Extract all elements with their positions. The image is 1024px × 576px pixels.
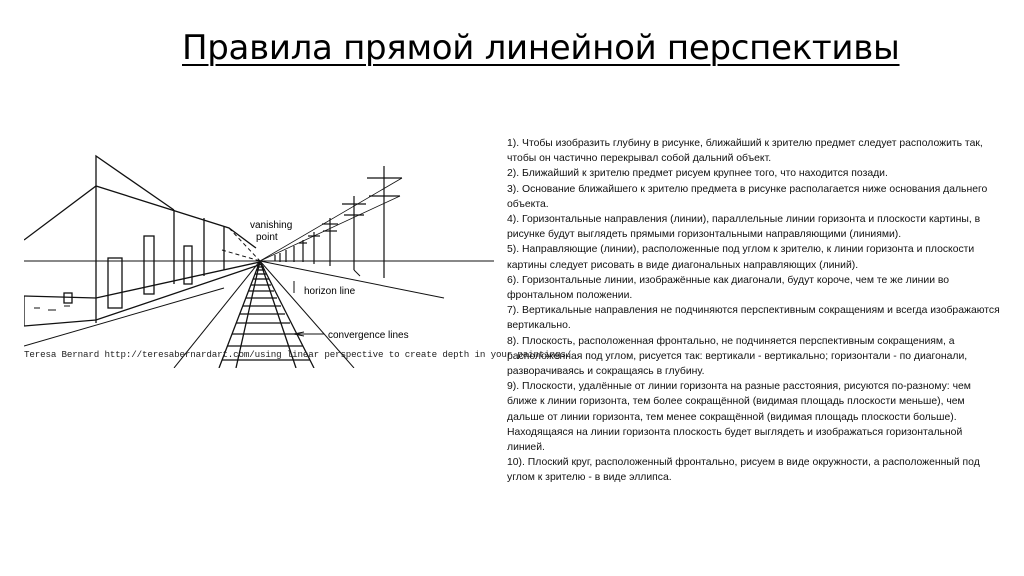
rule-item: 5). Направляющие (линии), расположенные под углом к зрителю, к линии горизонта и плоскости картины следует рисовать в виде диагональных направляющих (линий).: [507, 244, 975, 271]
rule-item: 4). Горизонтальные направления (линии), параллельные линии горизонта и плоскости картины, в рисунке будут выглядеть прямыми горизонтальными направляющими (линиями).: [507, 214, 981, 241]
rule-item: 1). Чтобы изобразить глубину в рисунке, ближайший к зрителю предмет следует расположить так, чтобы он частично перекрывал собой дальний объект.: [507, 138, 983, 165]
rule-item: 6). Горизонтальные линии, изображённые как диагонали, будут короче, чем те же линии во фронтальном положении.: [507, 274, 950, 302]
rule-item: 7). Вертикальные направления не подчиняются перспективным сокращениям и всегда изображаются вертикально.: [507, 305, 1000, 332]
perspective-illustration: [24, 148, 494, 368]
convergence-lines-label: convergence lines: [328, 330, 409, 341]
vanishing-dashes: [222, 228, 260, 261]
rule-item: 10). Плоский круг, расположенный фронтально, рисуем в виде окружности, а расположенный под углом к зрителю - в виде эллипса.: [507, 457, 980, 484]
rule-item: 2). Ближайший к зрителю предмет рисуем крупнее того, что находится позади.: [507, 168, 888, 180]
point-label: point: [256, 232, 278, 243]
rule-item: 9). Плоскости, удалённые от линии горизонта на разные расстояния, рисуются по-разному: чем ближе к линии горизонта, тем более сокращённой (видимая площадь плоскости меньше), чем дальше от линии горизонта, тем менее сокращённой (видимая площадь плоскости больше). Находящаяся на линии горизонта плоскость будет выглядеть и изображаться горизонтальной линией.: [507, 381, 971, 454]
rule-item: 8). Плоскость, расположенная фронтально, не подчиняется перспективным сокращениям, а расположенная под углом, рисуется так: вертикали - вертикально; горизонтали - по диагонали, разворачиваясь и сокращаясь в глубину.: [507, 335, 968, 378]
vanishing-label: vanishing: [250, 220, 293, 231]
horizon-line-label: horizon line: [304, 286, 356, 297]
figure-caption: Teresa Bernard http://teresabernardart.com/using linear perspective to create depth in your paintings/: [24, 349, 572, 360]
rules-list: [507, 136, 1002, 486]
rule-item: 3). Основание ближайшего к зрителю предмета в рисунке располагается ниже основания дальнего объекта.: [507, 183, 988, 210]
slide-title: Правила прямой линейной перспективы: [182, 28, 900, 68]
building-drawing: [24, 156, 262, 326]
